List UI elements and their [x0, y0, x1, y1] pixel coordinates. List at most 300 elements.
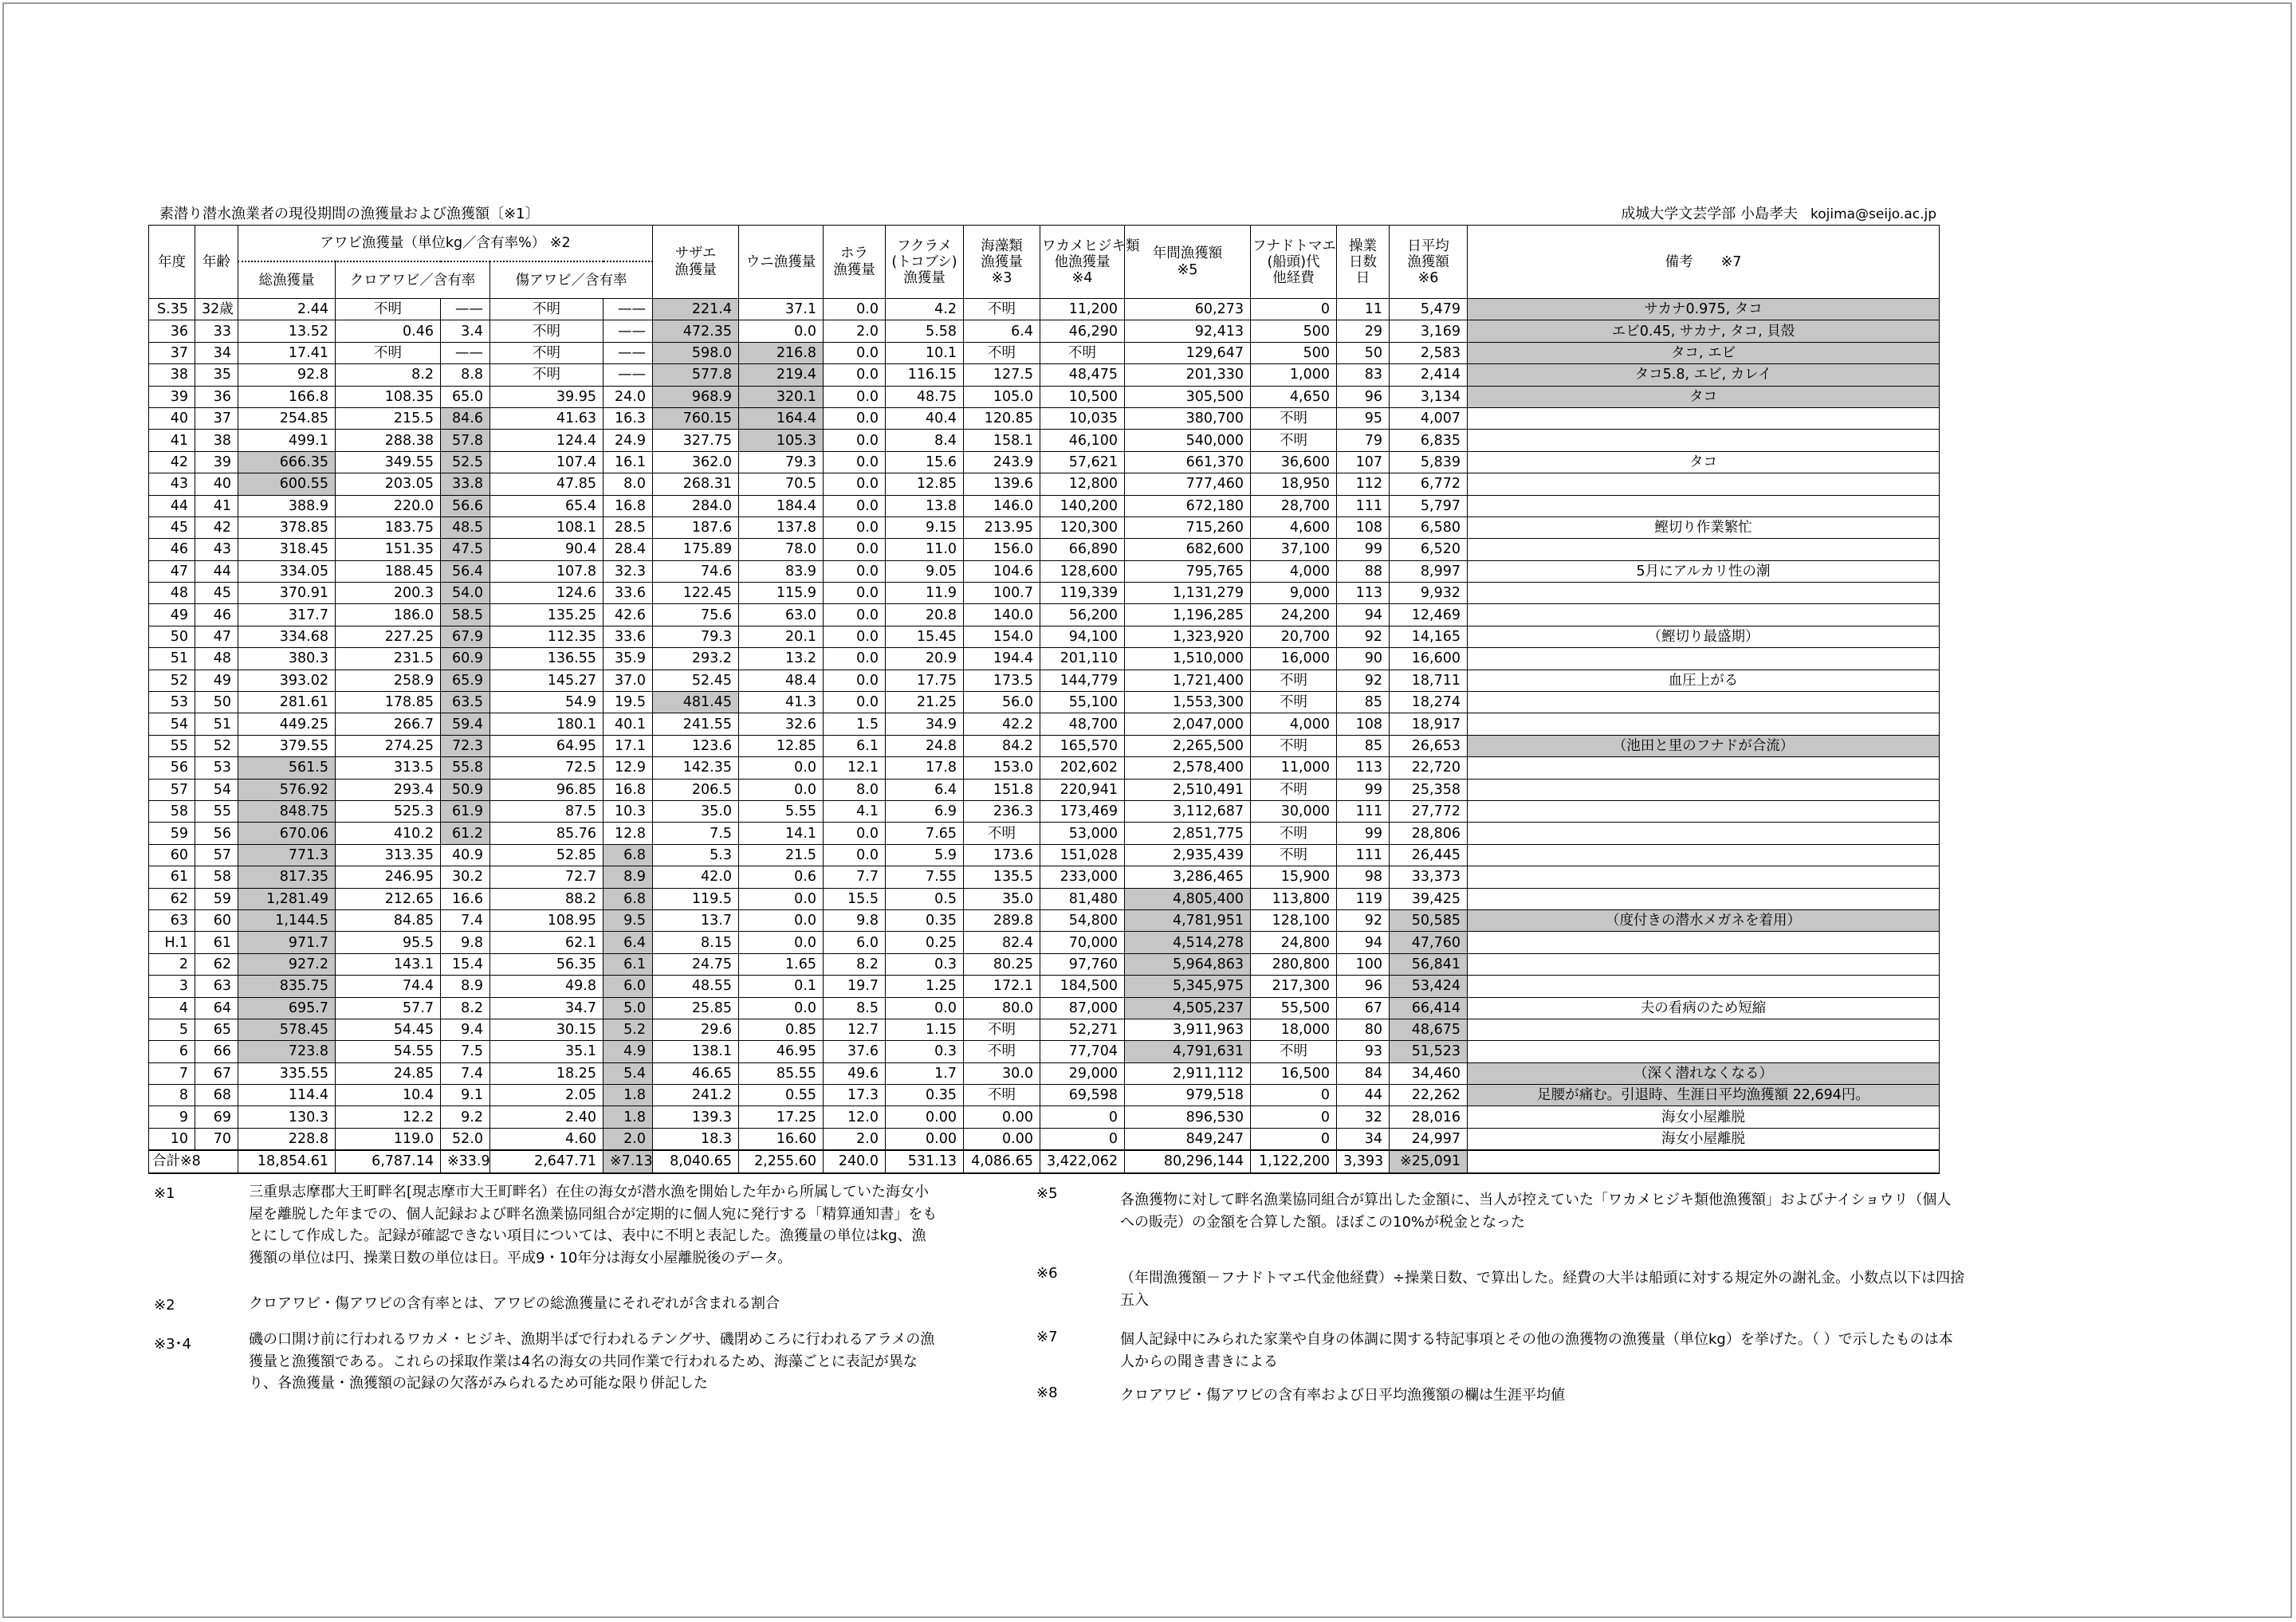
kizu-rate-cell: 32.3 — [603, 560, 653, 582]
total-kizu-cell: 2,647.71 — [490, 1150, 603, 1172]
kuro-cell: 8.2 — [336, 364, 441, 386]
total-catch-cell: 334.68 — [238, 626, 336, 647]
fukurame-cell: 9.05 — [886, 560, 964, 582]
days-cell: 111 — [1337, 844, 1390, 866]
age-cell: 56 — [195, 823, 238, 844]
wakame-cell: 57,621 — [1040, 451, 1125, 473]
hora-cell: 0.0 — [824, 386, 886, 407]
col-year: 年度 — [149, 226, 195, 299]
hora-cell: 0.0 — [824, 430, 886, 451]
kuro-rate-cell: 58.5 — [441, 604, 490, 626]
total-catch-cell: 317.7 — [238, 604, 336, 626]
age-cell: 36 — [195, 386, 238, 407]
remarks-cell — [1468, 823, 1940, 844]
kaiso-cell: 80.25 — [964, 953, 1040, 975]
funado-cost-cell: 16,500 — [1251, 1062, 1337, 1084]
days-cell: 80 — [1337, 1019, 1390, 1040]
kuro-cell: 143.1 — [336, 953, 441, 975]
table-row — [149, 997, 1940, 1019]
sazae-cell: 481.45 — [653, 692, 739, 713]
total-catch-cell: 166.8 — [238, 386, 336, 407]
remarks-cell — [1468, 932, 1940, 953]
year-cell: 56 — [149, 757, 195, 779]
uni-cell: 5.55 — [739, 800, 824, 822]
remarks-cell — [1468, 976, 1940, 997]
year-cell: 44 — [149, 495, 195, 516]
age-cell: 40 — [195, 473, 238, 495]
remarks-cell: タコ — [1468, 451, 1940, 473]
kizu-cell: 90.4 — [490, 539, 603, 560]
table-row — [149, 364, 1940, 386]
age-cell: 48 — [195, 648, 238, 670]
footnote-5-mark: ※5 — [1036, 1185, 1058, 1202]
kuro-rate-cell: 8.8 — [441, 364, 490, 386]
funado-cost-cell: 280,800 — [1251, 953, 1337, 975]
kaiso-cell: 84.2 — [964, 735, 1040, 756]
sazae-cell: 48.55 — [653, 976, 739, 997]
total-catch-cell: 228.8 — [238, 1128, 336, 1150]
year-cell: 62 — [149, 888, 195, 909]
fukurame-cell: 0.00 — [886, 1106, 964, 1128]
year-cell: 53 — [149, 692, 195, 713]
kuro-rate-cell: 67.9 — [441, 626, 490, 647]
year-cell: 48 — [149, 583, 195, 604]
table-row — [149, 604, 1940, 626]
wakame-cell: 12,800 — [1040, 473, 1125, 495]
footnote-6-mark: ※6 — [1036, 1265, 1058, 1282]
days-cell: 67 — [1337, 997, 1390, 1019]
kizu-cell: 35.1 — [490, 1041, 603, 1062]
total-catch-cell: 370.91 — [238, 583, 336, 604]
uni-cell: 0.0 — [739, 320, 824, 342]
annual-amount-cell: 60,273 — [1125, 299, 1251, 320]
table-row — [149, 670, 1940, 691]
author-email: kojima@seijo.ac.jp — [1810, 206, 1936, 222]
year-cell: S.35 — [149, 299, 195, 320]
kizu-cell: 108.95 — [490, 909, 603, 931]
annual-amount-cell: 2,047,000 — [1125, 713, 1251, 735]
kuro-rate-cell: 61.2 — [441, 823, 490, 844]
kizu-cell: 49.8 — [490, 976, 603, 997]
sazae-cell: 46.65 — [653, 1062, 739, 1084]
kuro-cell: 258.9 — [336, 670, 441, 691]
sazae-cell: 472.35 — [653, 320, 739, 342]
year-cell: 36 — [149, 320, 195, 342]
table-row — [149, 779, 1940, 800]
remarks-cell — [1468, 713, 1940, 735]
footnote-1-mark: ※1 — [154, 1185, 175, 1202]
kizu-cell: 72.5 — [490, 757, 603, 779]
kuro-rate-cell: 63.5 — [441, 692, 490, 713]
sazae-cell: 5.3 — [653, 844, 739, 866]
kaiso-cell: 139.6 — [964, 473, 1040, 495]
kizu-rate-cell: 5.0 — [603, 997, 653, 1019]
remarks-cell — [1468, 953, 1940, 975]
days-cell: 95 — [1337, 407, 1390, 429]
year-cell: 9 — [149, 1106, 195, 1128]
remarks-cell — [1468, 1019, 1940, 1040]
wakame-cell: 52,271 — [1040, 1019, 1125, 1040]
total-catch-cell: 771.3 — [238, 844, 336, 866]
wakame-cell: 119,339 — [1040, 583, 1125, 604]
days-cell: 94 — [1337, 932, 1390, 953]
year-cell: 42 — [149, 451, 195, 473]
kizu-rate-cell: 24.9 — [603, 430, 653, 451]
total-catch-cell: 393.02 — [238, 670, 336, 691]
kuro-rate-cell: —— — [441, 342, 490, 363]
total-catch-cell: 670.06 — [238, 823, 336, 844]
kaiso-cell: 82.4 — [964, 932, 1040, 953]
annual-amount-cell: 201,330 — [1125, 364, 1251, 386]
annual-amount-cell: 2,265,500 — [1125, 735, 1251, 756]
days-cell: 79 — [1337, 430, 1390, 451]
kizu-rate-cell: 40.1 — [603, 713, 653, 735]
year-cell: 49 — [149, 604, 195, 626]
funado-cost-cell: 不明 — [1251, 407, 1337, 429]
funado-cost-cell: 4,600 — [1251, 516, 1337, 538]
annual-amount-cell: 2,851,775 — [1125, 823, 1251, 844]
table-row — [149, 866, 1940, 888]
sazae-cell: 52.45 — [653, 670, 739, 691]
annual-amount-cell: 1,510,000 — [1125, 648, 1251, 670]
wakame-cell: 48,475 — [1040, 364, 1125, 386]
annual-amount-cell: 1,721,400 — [1125, 670, 1251, 691]
kuro-cell: 108.35 — [336, 386, 441, 407]
daily-average-cell: 6,580 — [1390, 516, 1468, 538]
col-kaiso: 海藻類 漁獲量 ※3 — [964, 226, 1040, 299]
annual-amount-cell: 129,647 — [1125, 342, 1251, 363]
days-cell: 107 — [1337, 451, 1390, 473]
year-cell: 6 — [149, 1041, 195, 1062]
footnote-8-mark: ※8 — [1036, 1384, 1058, 1401]
total-catch-cell: 835.75 — [238, 976, 336, 997]
kizu-cell: 72.7 — [490, 866, 603, 888]
funado-cost-cell: 0 — [1251, 1085, 1337, 1106]
funado-cost-cell: 15,900 — [1251, 866, 1337, 888]
hora-cell: 6.1 — [824, 735, 886, 756]
daily-average-cell: 3,134 — [1390, 386, 1468, 407]
year-cell: 39 — [149, 386, 195, 407]
daily-average-cell: 18,274 — [1390, 692, 1468, 713]
total-catch-cell: 723.8 — [238, 1041, 336, 1062]
annual-amount-cell: 4,805,400 — [1125, 888, 1251, 909]
funado-cost-cell: 500 — [1251, 320, 1337, 342]
remarks-cell: タコ, エビ — [1468, 342, 1940, 363]
days-cell: 108 — [1337, 713, 1390, 735]
uni-cell: 0.0 — [739, 932, 824, 953]
days-cell: 93 — [1337, 1041, 1390, 1062]
annual-amount-cell: 661,370 — [1125, 451, 1251, 473]
daily-average-cell: 22,262 — [1390, 1085, 1468, 1106]
funado-cost-cell: 500 — [1251, 342, 1337, 363]
table-row — [149, 626, 1940, 647]
remarks-cell — [1468, 539, 1940, 560]
remarks-cell: （度付きの潜水メガネを着用） — [1468, 909, 1940, 931]
kaiso-cell: 不明 — [964, 1085, 1040, 1106]
kaiso-cell: 140.0 — [964, 604, 1040, 626]
kuro-cell: 293.4 — [336, 779, 441, 800]
sazae-cell: 598.0 — [653, 342, 739, 363]
uni-cell: 137.8 — [739, 516, 824, 538]
annual-amount-cell: 795,765 — [1125, 560, 1251, 582]
age-cell: 59 — [195, 888, 238, 909]
uni-cell: 46.95 — [739, 1041, 824, 1062]
age-cell: 60 — [195, 909, 238, 931]
table-row — [149, 516, 1940, 538]
author-info — [1621, 202, 1936, 223]
hora-cell: 0.0 — [824, 823, 886, 844]
kaiso-cell: 153.0 — [964, 757, 1040, 779]
annual-amount-cell: 979,518 — [1125, 1085, 1251, 1106]
kuro-cell: 186.0 — [336, 604, 441, 626]
kuro-rate-cell: 9.2 — [441, 1106, 490, 1128]
kuro-cell: 313.5 — [336, 757, 441, 779]
kuro-cell: 215.5 — [336, 407, 441, 429]
fukurame-cell: 11.9 — [886, 583, 964, 604]
col-sazae: サザエ 漁獲量 — [653, 226, 739, 299]
total-daily-average-cell: ※25,091 — [1390, 1150, 1468, 1172]
fukurame-cell: 6.9 — [886, 800, 964, 822]
uni-cell: 320.1 — [739, 386, 824, 407]
daily-average-cell: 25,358 — [1390, 779, 1468, 800]
age-cell: 54 — [195, 779, 238, 800]
total-catch-cell: 318.45 — [238, 539, 336, 560]
kizu-cell: 124.4 — [490, 430, 603, 451]
days-cell: 112 — [1337, 473, 1390, 495]
kaiso-cell: 156.0 — [964, 539, 1040, 560]
total-row — [149, 1150, 1940, 1172]
daily-average-cell: 47,760 — [1390, 932, 1468, 953]
kuro-rate-cell: 8.9 — [441, 976, 490, 997]
funado-cost-cell: 不明 — [1251, 1041, 1337, 1062]
kuro-rate-cell: 72.3 — [441, 735, 490, 756]
hora-cell: 8.2 — [824, 953, 886, 975]
fukurame-cell: 10.1 — [886, 342, 964, 363]
daily-average-cell: 48,675 — [1390, 1019, 1468, 1040]
year-cell: 38 — [149, 364, 195, 386]
remarks-cell — [1468, 604, 1940, 626]
wakame-cell: 87,000 — [1040, 997, 1125, 1019]
sazae-cell: 362.0 — [653, 451, 739, 473]
kizu-cell: 124.6 — [490, 583, 603, 604]
funado-cost-cell: 9,000 — [1251, 583, 1337, 604]
sazae-cell: 79.3 — [653, 626, 739, 647]
total-catch-cell: 379.55 — [238, 735, 336, 756]
kaiso-cell: 104.6 — [964, 560, 1040, 582]
daily-average-cell: 66,414 — [1390, 997, 1468, 1019]
footnote-1-text: 三重県志摩郡大王町畔名[現志摩市大王町畔名）在住の海女が潜水漁を開始した年から所属していた海女小屋を離脱した年までの、個人記録および畔名漁業協同組合が定期的に個人宛に発行する「精算通知書」をもとにして作成した。記録が確認できない項目については、表中に不明と表記した。漁獲量の単位はkg、漁獲額の単位は円、操業日数の単位は日。平成9・10年分は海女小屋離脱後のデータ。 — [249, 1184, 938, 1267]
daily-average-cell: 26,653 — [1390, 735, 1468, 756]
kaiso-cell: 56.0 — [964, 692, 1040, 713]
table-row — [149, 320, 1940, 342]
total-hora-cell: 240.0 — [824, 1150, 886, 1172]
age-cell: 69 — [195, 1106, 238, 1128]
kaiso-cell: 100.7 — [964, 583, 1040, 604]
fukurame-cell: 7.55 — [886, 866, 964, 888]
kizu-rate-cell: 16.1 — [603, 451, 653, 473]
kizu-cell: 85.76 — [490, 823, 603, 844]
kizu-cell: 136.55 — [490, 648, 603, 670]
kuro-cell: 24.85 — [336, 1062, 441, 1084]
kizu-rate-cell: 16.8 — [603, 779, 653, 800]
annual-amount-cell: 4,505,237 — [1125, 997, 1251, 1019]
funado-cost-cell: 20,700 — [1251, 626, 1337, 647]
fukurame-cell: 24.8 — [886, 735, 964, 756]
sazae-cell: 13.7 — [653, 909, 739, 931]
col-remarks: 備考 ※7 — [1468, 226, 1940, 299]
kuro-cell: 54.55 — [336, 1041, 441, 1062]
kizu-cell: 107.8 — [490, 560, 603, 582]
uni-cell: 79.3 — [739, 451, 824, 473]
sazae-cell: 284.0 — [653, 495, 739, 516]
kaiso-cell: 0.00 — [964, 1128, 1040, 1150]
kuro-cell: 313.35 — [336, 844, 441, 866]
wakame-cell: 77,704 — [1040, 1041, 1125, 1062]
daily-average-cell: 5,797 — [1390, 495, 1468, 516]
kaiso-cell: 173.5 — [964, 670, 1040, 691]
hora-cell: 0.0 — [824, 560, 886, 582]
kizu-cell: 34.7 — [490, 997, 603, 1019]
table-row — [149, 583, 1940, 604]
daily-average-cell: 27,772 — [1390, 800, 1468, 822]
kuro-cell: 119.0 — [336, 1128, 441, 1150]
annual-amount-cell: 3,286,465 — [1125, 866, 1251, 888]
remarks-cell — [1468, 1041, 1940, 1062]
table-row — [149, 451, 1940, 473]
total-sazae-cell: 8,040.65 — [653, 1150, 739, 1172]
kizu-rate-cell: 9.5 — [603, 909, 653, 931]
table-row — [149, 299, 1940, 320]
hora-cell: 2.0 — [824, 1128, 886, 1150]
daily-average-cell: 3,169 — [1390, 320, 1468, 342]
kuro-cell: 188.45 — [336, 560, 441, 582]
sazae-cell: 18.3 — [653, 1128, 739, 1150]
days-cell: 11 — [1337, 299, 1390, 320]
uni-cell: 0.0 — [739, 909, 824, 931]
kizu-cell: 30.15 — [490, 1019, 603, 1040]
hora-cell: 12.7 — [824, 1019, 886, 1040]
kizu-rate-cell: 12.9 — [603, 757, 653, 779]
age-cell: 67 — [195, 1062, 238, 1084]
annual-amount-cell: 1,131,279 — [1125, 583, 1251, 604]
total-catch-cell: 695.7 — [238, 997, 336, 1019]
days-cell: 96 — [1337, 386, 1390, 407]
footnote-34-mark: ※3･4 — [154, 1336, 191, 1353]
kuro-rate-cell: 65.9 — [441, 670, 490, 691]
table-row — [149, 539, 1940, 560]
wakame-cell: 46,100 — [1040, 430, 1125, 451]
kizu-rate-cell: 1.8 — [603, 1085, 653, 1106]
hora-cell: 0.0 — [824, 583, 886, 604]
kizu-rate-cell: 37.0 — [603, 670, 653, 691]
age-cell: 34 — [195, 342, 238, 363]
kaiso-cell: 80.0 — [964, 997, 1040, 1019]
kizu-rate-cell: 16.8 — [603, 495, 653, 516]
kizu-cell: 不明 — [490, 299, 603, 320]
fukurame-cell: 0.0 — [886, 997, 964, 1019]
total-catch-cell: 378.85 — [238, 516, 336, 538]
annual-amount-cell: 380,700 — [1125, 407, 1251, 429]
annual-amount-cell: 3,112,687 — [1125, 800, 1251, 822]
col-kuro: クロアワビ／含有率 — [336, 261, 490, 299]
annual-amount-cell: 4,791,631 — [1125, 1041, 1251, 1062]
remarks-cell: （池田と里のフナドが合流） — [1468, 735, 1940, 756]
table-title: 素潜り潜水漁業者の現役期間の漁獲量および漁獲額〔※1〕 — [159, 206, 540, 222]
table-row — [149, 1128, 1940, 1150]
days-cell: 44 — [1337, 1085, 1390, 1106]
kuro-cell: 410.2 — [336, 823, 441, 844]
days-cell: 111 — [1337, 800, 1390, 822]
fukurame-cell: 0.35 — [886, 909, 964, 931]
kuro-cell: 266.7 — [336, 713, 441, 735]
fukurame-cell: 17.8 — [886, 757, 964, 779]
year-cell: 55 — [149, 735, 195, 756]
kuro-rate-cell: 33.8 — [441, 473, 490, 495]
remarks-cell — [1468, 473, 1940, 495]
kuro-rate-cell: 52.0 — [441, 1128, 490, 1150]
annual-amount-cell: 715,260 — [1125, 516, 1251, 538]
days-cell: 99 — [1337, 539, 1390, 560]
wakame-cell: 220,941 — [1040, 779, 1125, 800]
remarks-cell — [1468, 866, 1940, 888]
age-cell: 65 — [195, 1019, 238, 1040]
uni-cell: 83.9 — [739, 560, 824, 582]
col-fukurame: フクラメ (トコブシ) 漁獲量 — [886, 226, 964, 299]
kuro-cell: 349.55 — [336, 451, 441, 473]
age-cell: 42 — [195, 516, 238, 538]
hora-cell: 0.0 — [824, 670, 886, 691]
kizu-rate-cell: 5.4 — [603, 1062, 653, 1084]
fukurame-cell: 9.15 — [886, 516, 964, 538]
remarks-cell: 血圧上がる — [1468, 670, 1940, 691]
funado-cost-cell: 不明 — [1251, 692, 1337, 713]
total-catch-cell: 578.45 — [238, 1019, 336, 1040]
kizu-cell: 87.5 — [490, 800, 603, 822]
age-cell: 53 — [195, 757, 238, 779]
wakame-cell: 70,000 — [1040, 932, 1125, 953]
sazae-cell: 175.89 — [653, 539, 739, 560]
kuro-cell: 178.85 — [336, 692, 441, 713]
age-cell: 44 — [195, 560, 238, 582]
days-cell: 92 — [1337, 909, 1390, 931]
fukurame-cell: 5.58 — [886, 320, 964, 342]
daily-average-cell: 26,445 — [1390, 844, 1468, 866]
total-days-cell: 3,393 — [1337, 1150, 1390, 1172]
wakame-cell: 201,110 — [1040, 648, 1125, 670]
uni-cell: 12.85 — [739, 735, 824, 756]
kizu-cell: 108.1 — [490, 516, 603, 538]
wakame-cell: 151,028 — [1040, 844, 1125, 866]
kaiso-cell: 135.5 — [964, 866, 1040, 888]
funado-cost-cell: 24,800 — [1251, 932, 1337, 953]
wakame-cell: 94,100 — [1040, 626, 1125, 647]
kaiso-cell: 105.0 — [964, 386, 1040, 407]
wakame-cell: 173,469 — [1040, 800, 1125, 822]
annual-amount-cell: 2,911,112 — [1125, 1062, 1251, 1084]
total-total-catch-cell: 18,854.61 — [238, 1150, 336, 1172]
kizu-cell: 96.85 — [490, 779, 603, 800]
days-cell: 85 — [1337, 735, 1390, 756]
fukurame-cell: 17.75 — [886, 670, 964, 691]
funado-cost-cell: 1,000 — [1251, 364, 1337, 386]
total-catch-cell: 971.7 — [238, 932, 336, 953]
kaiso-cell: 146.0 — [964, 495, 1040, 516]
days-cell: 96 — [1337, 976, 1390, 997]
age-cell: 66 — [195, 1041, 238, 1062]
kizu-rate-cell: 33.6 — [603, 626, 653, 647]
days-cell: 100 — [1337, 953, 1390, 975]
table-row — [149, 953, 1940, 975]
